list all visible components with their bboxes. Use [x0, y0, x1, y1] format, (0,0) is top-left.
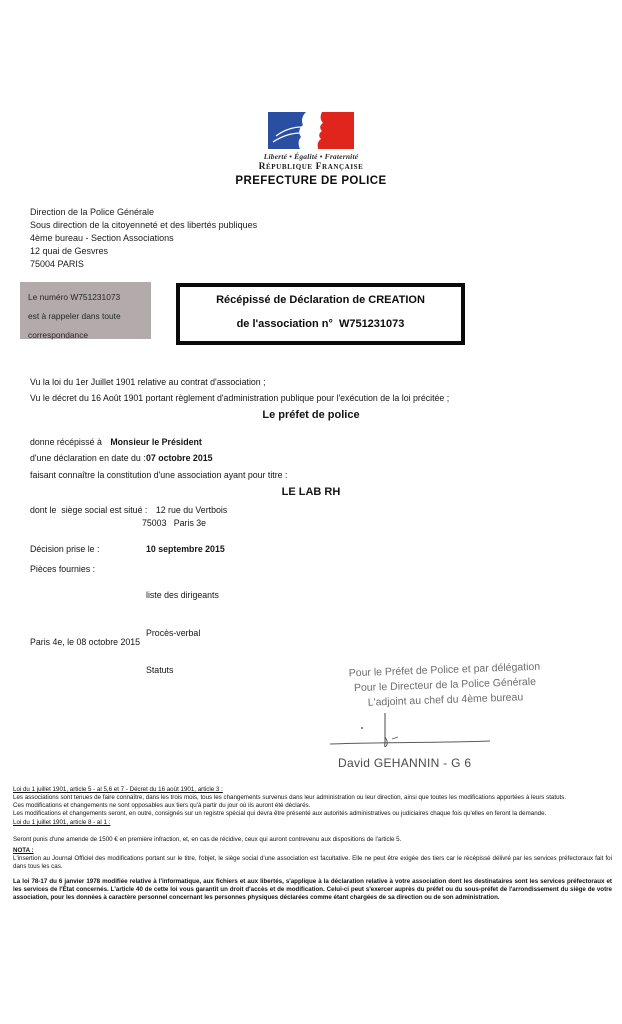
footer-nota-text: L'insertion au Journal Officiel des modifications portant sur le titre, l'objet, le siège social d'une association est facultative. Elle ne peut être exigée des tiers car le récépissé délivré par les services préfectoraux fait foi dans tous les cas. — [13, 855, 612, 870]
sender-line: 12 quai de Gesvres — [30, 246, 109, 256]
stamp-line: Pour le Préfet de Police et par délégation — [348, 660, 541, 680]
head-office-address1: 12 rue du Vertbois — [155, 505, 228, 515]
footer-clause: Les modifications et changements seront, en outre, consignés sur un registre spécial qui devra être présenté aux autorités administratives ou judiciaires chaque fois qu'elles en feront la demande. — [13, 810, 547, 817]
marianne-icon — [268, 112, 354, 149]
documents-label: Pièces fournies : — [30, 564, 96, 574]
receipt-title-box — [176, 283, 465, 345]
footer-law-header-1: Loi du 1 juillet 1901, article 5 - al 5,6 et 7 - Décret du 16 août 1901, article 3 : — [13, 786, 223, 793]
note-line: est à rappeler dans toute — [28, 311, 121, 321]
sender-line: 4ème bureau - Section Associations — [30, 233, 174, 243]
place-and-date: Paris 4e, le 08 octobre 2015 — [30, 637, 141, 647]
legal-footer — [13, 786, 612, 902]
documents-list — [146, 564, 219, 702]
logo-motto: Liberté • Égalité • Fraternité — [263, 152, 359, 161]
head-office-address2: 75003 Paris 3e — [142, 518, 207, 528]
stamp-line: L'adjoint au chef du 4ème bureau — [367, 691, 524, 709]
vu-law-1901: Vu la loi du 1er Juillet 1901 relative au contrat d'association ; — [30, 377, 266, 387]
document-item: Statuts — [146, 665, 174, 675]
marianne-silhouette — [268, 112, 354, 149]
footer-privacy-text: La loi 78-17 du 6 janvier 1978 modifiée relative à l'informatique, aux fichiers et aux libertés, s'applique à la déclaration relative à votre association dont les destinataires sont les services préfectoraux et les services de l'État concernés. L'article 40 de cette loi vous garantit un droit d'accès et de modification. Celui-ci peut s'exercer auprès du préfet ou du sous-préfet de l'arrondissement du siège de votre association, pour les données à caractère personnel concernant les personnes physiques déclarées comme étant chargées de sa direction ou de son administration. — [13, 878, 612, 901]
receipt-title-line2: de l'association n° W751231073 — [236, 318, 405, 330]
recipient-value: Monsieur le Président — [110, 437, 202, 447]
footer-penalty-clause: Seront punis d'une amende de 1500 € en première infraction, et, en cas de récidive, ceux qui auront contrevenu aux dispositions de l'article 5. — [13, 836, 402, 843]
constitution-line: faisant connaître la constitution d'une association ayant pour titre : — [30, 470, 288, 480]
footer-clause: Ces modifications et changements ne sont opposables aux tiers qu'à partir du jour où ils auront été déclarés. — [13, 802, 311, 809]
footer-law-header-2: Loi du 1 juillet 1901, article 8 - al 1 : — [13, 819, 111, 826]
decision-label: Décision prise le : — [30, 544, 100, 554]
recipient-label: donne récépissé à — [30, 437, 102, 447]
note-line: Le numéro W751231073 — [28, 292, 121, 302]
footer-clause: Les associations sont tenues de faire connaître, dans les trois mois, tous les changements survenus dans leur administration ou leur direction, ainsi que toutes les modifications apportées à leurs statuts. — [13, 794, 567, 801]
head-office-line — [30, 505, 592, 515]
document-item: liste des dirigeants — [146, 590, 219, 600]
declaration-date-label: d'une déclaration en date du : — [30, 453, 146, 463]
stamp-line: Pour le Directeur de la Police Générale — [353, 675, 537, 695]
signer-name: David GEHANNIN - G 6 — [338, 756, 472, 770]
note-line: correspondance — [28, 330, 89, 340]
french-republic-logo — [0, 112, 622, 172]
sender-line: Direction de la Police Générale — [30, 207, 155, 217]
sender-line: Sous direction de la citoyenneté et des libertés publiques — [30, 220, 258, 230]
reference-note — [20, 282, 151, 339]
head-office-label: dont le siège social est situé : — [30, 505, 148, 515]
footer-nota-header: NOTA : — [13, 847, 34, 854]
decision-line — [30, 544, 592, 554]
association-name: LE LAB RH — [281, 486, 341, 498]
logo-republic: République Française — [258, 162, 364, 172]
signature-scribble — [320, 710, 500, 755]
recipient-line — [30, 437, 592, 447]
sender-line: 75004 PARIS — [30, 259, 84, 269]
delegation-stamp — [289, 658, 600, 714]
prefecture-title: PREFECTURE DE POLICE — [235, 175, 387, 187]
sender-address — [30, 206, 257, 271]
prefect-heading: Le préfet de police — [262, 409, 360, 421]
declaration-date-value: 07 octobre 2015 — [146, 453, 213, 463]
document-item: Procès-verbal — [146, 627, 201, 638]
vu-decree-1901: Vu le décret du 16 Août 1901 portant règlement d'administration publique pour l'exécution de la loi précitée ; — [30, 393, 450, 403]
decision-value: 10 septembre 2015 — [146, 544, 225, 554]
declaration-date-line — [30, 453, 592, 463]
receipt-title-line1: Récépissé de Déclaration de CREATION — [216, 294, 425, 306]
